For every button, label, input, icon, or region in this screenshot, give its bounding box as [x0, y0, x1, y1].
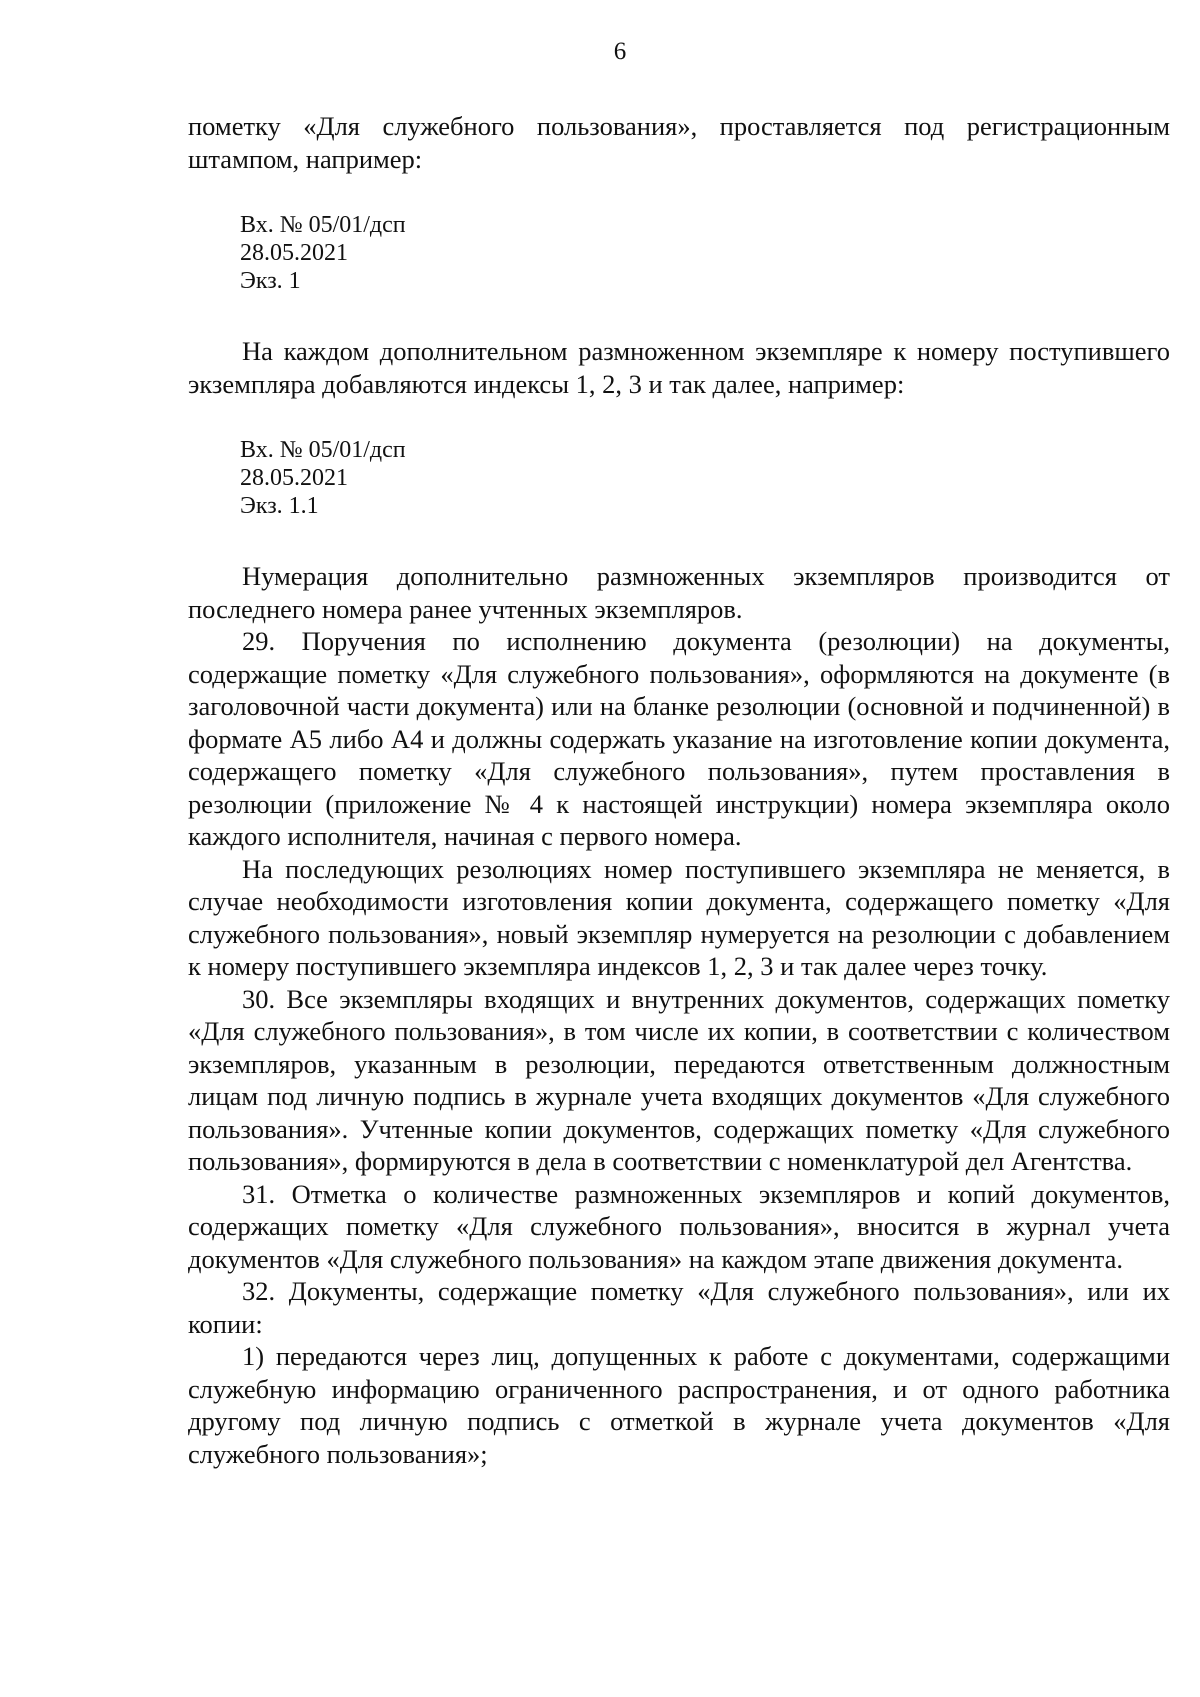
paragraph-numbering: Нумерация дополнительно размноженных экземпляров производится от последнего номера ранее учтенных экземпляров.: [188, 561, 1170, 624]
page-number: 6: [613, 38, 627, 65]
paragraph-item-30: 30. Все экземпляры входящих и внутренних документов, содержащих пометку «Для служебного пользования», в том числе их копии, в соответствии с количеством экземпляров, указанным в резолюции, передаются ответственным должностным лицам под личную подпись в журнале учета входящих документов «Для служебного пользования». Учтенные копии документов, содержащих пометку «Для служебного пользования», формируются в дела в соответствии с номенклатурой дел Агентства.: [188, 983, 1170, 1176]
paragraph-continuation: пометку «Для служебного пользования», проставляется под регистрационным штампом, например:: [188, 111, 1170, 174]
stamp-line-date: 28.05.2021: [240, 240, 348, 266]
paragraph-item-32-1: 1) передаются через лиц, допущенных к работе с документами, содержащими служебную информацию ограниченного распространения, и от одного работника другому под личную подпись с отметкой в журнале учета документов «Для служебного пользования»;: [188, 1341, 1170, 1469]
paragraph-item-29: 29. Поручения по исполнению документа (резолюции) на документы, содержащие пометку «Для служебного пользования», оформляются на документе (в заголовочной части документа) или на бланке резолюции (основной и подчиненной) в формате А5 либо А4 и должны содержать указание на изготовление копии документа, содержащего пометку «Для служебного пользования», путем проставления в резолюции (приложение № 4 к настоящей инструкции) номера экземпляра около каждого исполнителя, начиная с первого номера.: [188, 626, 1170, 851]
paragraph-subsequent-resolutions: На последующих резолюциях номер поступившего экземпляра не меняется, в случае необходимости изготовления копии документа, содержащего пометку «Для служебного пользования», новый экземпляр нумеруется на резолюции с добавлением к номеру поступившего экземпляра индексов 1, 2, 3 и так далее через точку.: [188, 853, 1170, 981]
stamp-line-number: Вх. № 05/01/дсп: [240, 212, 406, 238]
document-body: [188, 110, 1170, 1470]
stamp-line-copy: Экз. 1: [240, 268, 301, 294]
registration-stamp-example-2: [188, 436, 1170, 520]
paragraph-item-32: 32. Документы, содержащие пометку «Для служебного пользования», или их копии:: [188, 1276, 1170, 1339]
paragraph-additional-copies: На каждом дополнительном размноженном экземпляре к номеру поступившего экземпляра добавляются индексы 1, 2, 3 и так далее, например:: [188, 336, 1170, 399]
registration-stamp-example-1: [188, 211, 1170, 295]
stamp-line-date: 28.05.2021: [240, 465, 348, 491]
stamp-line-copy: Экз. 1.1: [240, 493, 319, 519]
stamp-line-number: Вх. № 05/01/дсп: [240, 437, 406, 463]
paragraph-item-31: 31. Отметка о количестве размноженных экземпляров и копий документов, содержащих пометку «Для служебного пользования», вносится в журнал учета документов «Для служебного пользования» на каждом этапе движения документа.: [188, 1178, 1170, 1274]
